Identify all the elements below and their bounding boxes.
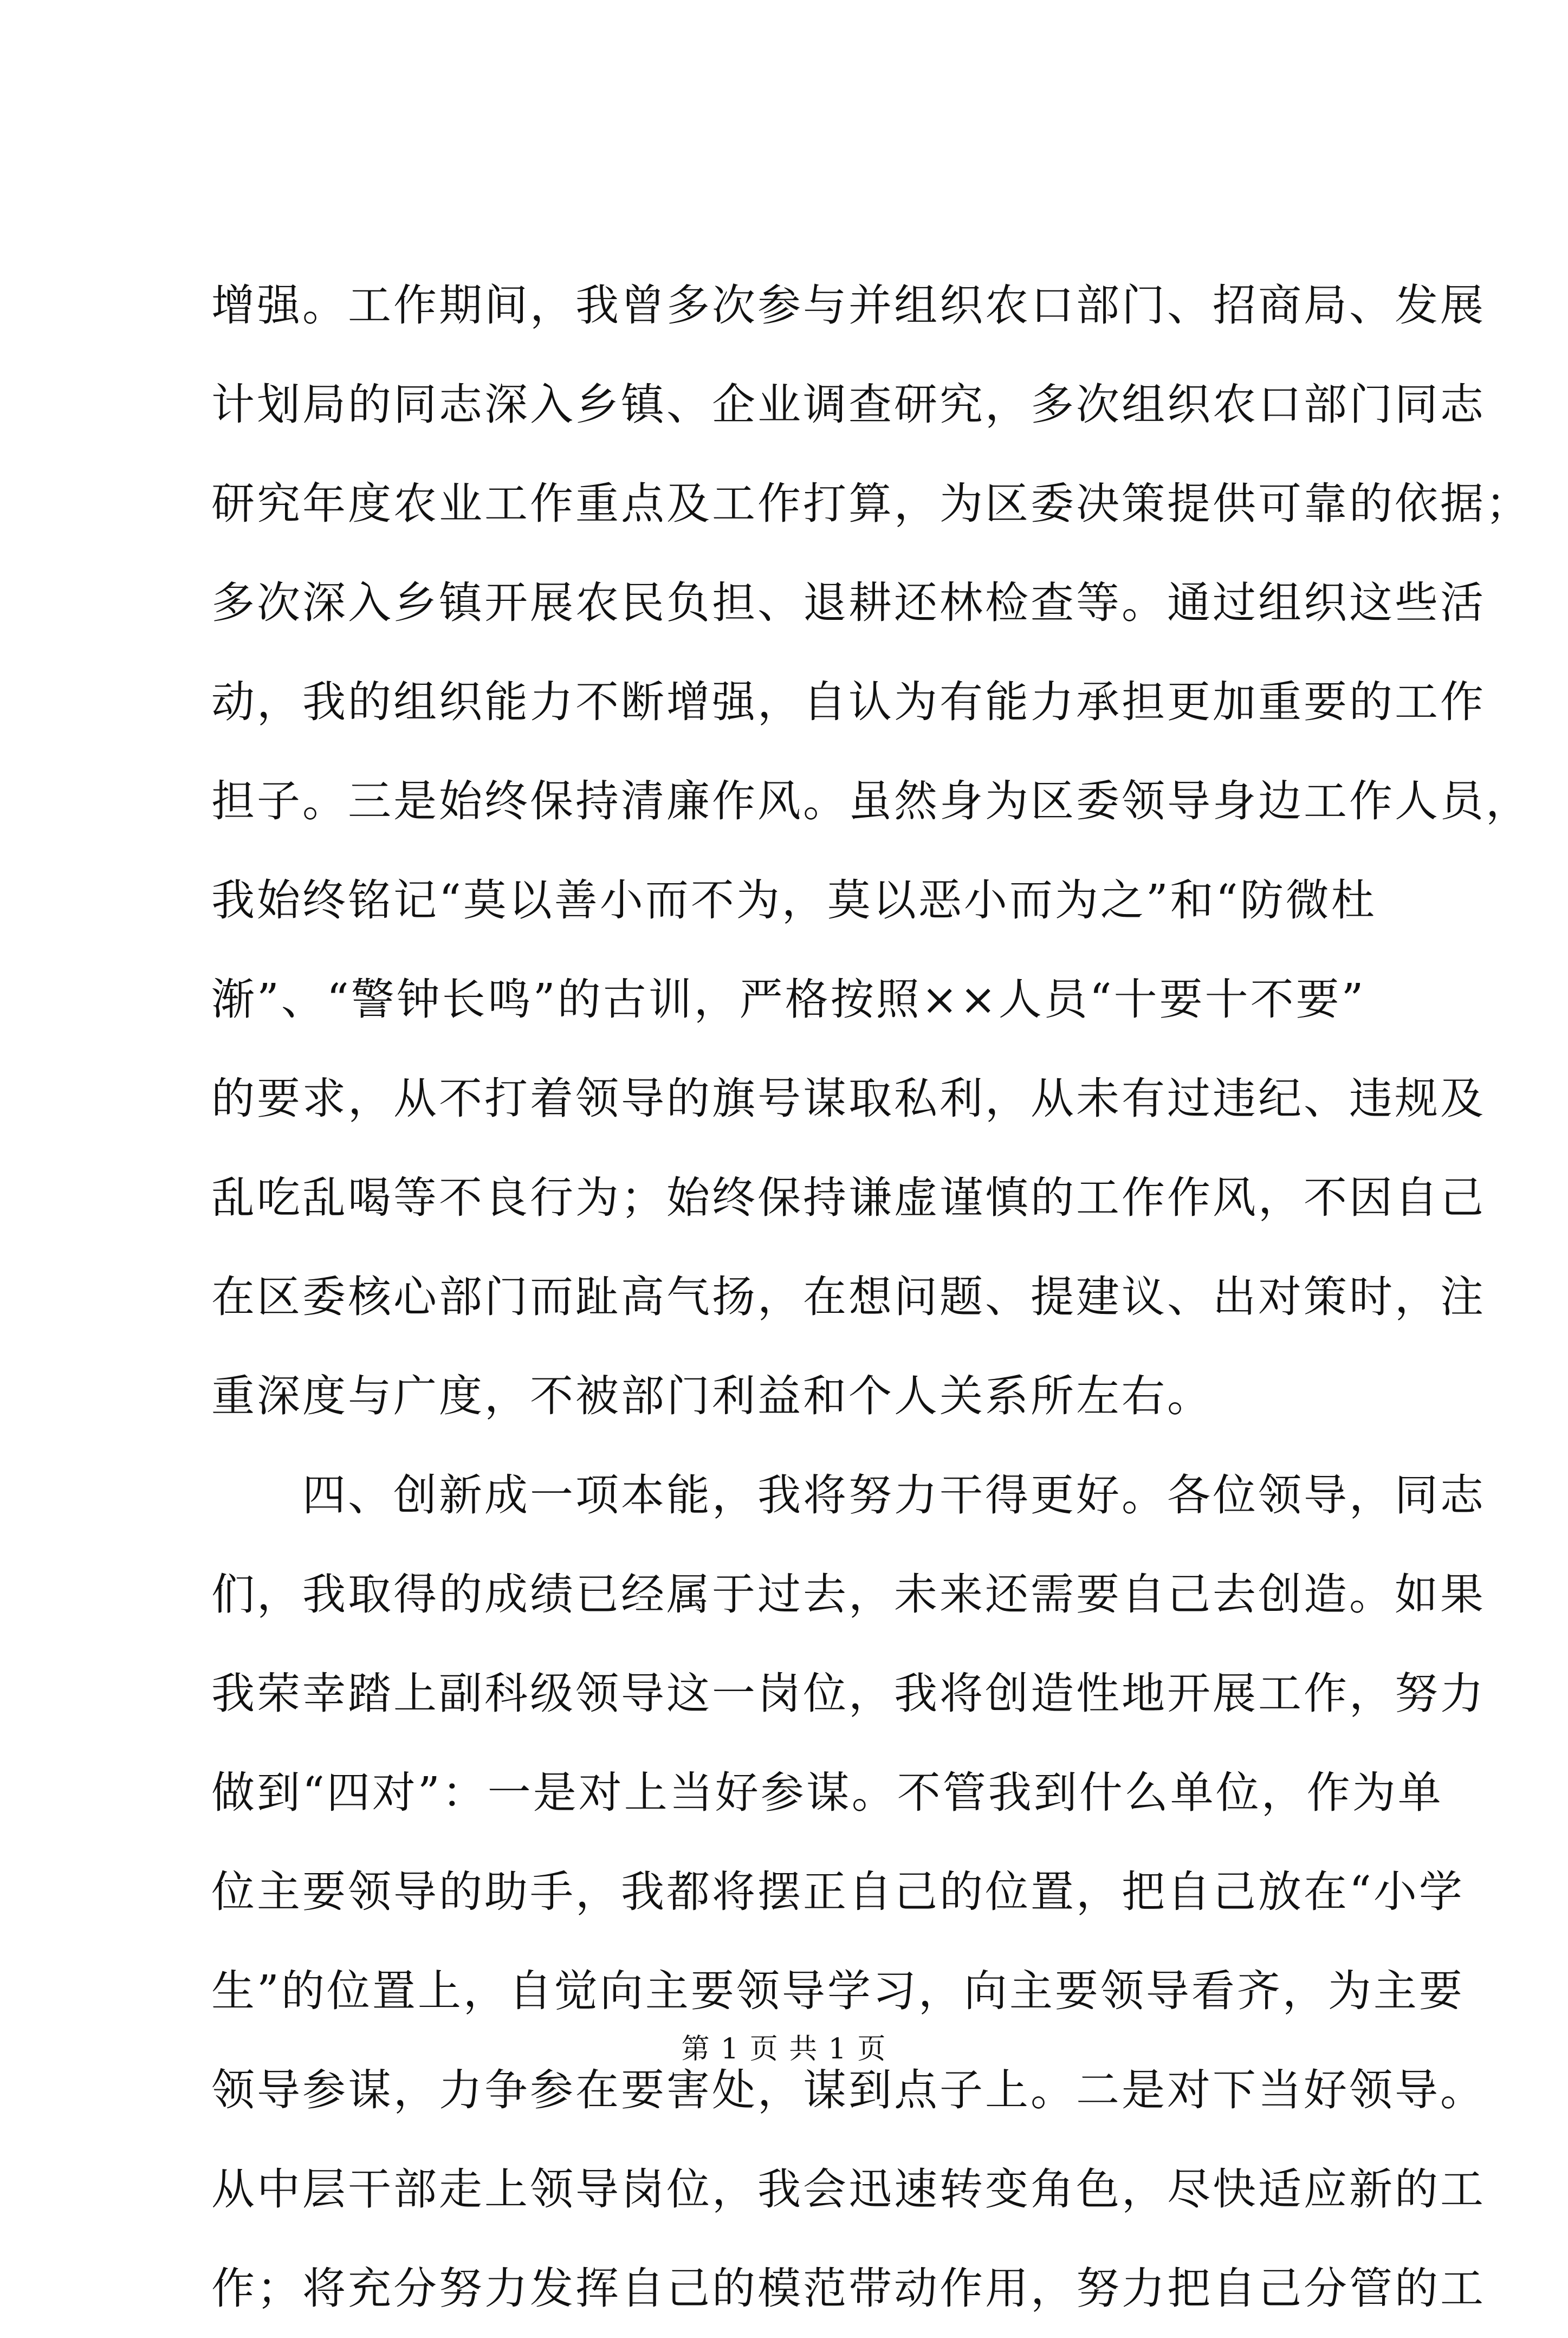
- text-line: 四、创新成一项本能，我将努力干得更好。各位领导，同志: [211, 1470, 1486, 1520]
- text-line: 我荣幸踏上副科级领导这一岗位，我将创造性地开展工作，努力: [211, 1668, 1486, 1719]
- text-line: 位主要领导的助手，我都将摆正自己的位置，把自己放在“小学: [211, 1867, 1465, 1917]
- text-line: 在区委核心部门而趾高气扬，在想问题、提建议、出对策时，注: [211, 1272, 1486, 1322]
- text-line: 从中层干部走上领导岗位，我会迅速转变角色，尽快适应新的工: [211, 2164, 1486, 2214]
- text-line: 增强。工作期间，我曾多次参与并组织农口部门、招商局、发展: [211, 280, 1486, 331]
- page-number-label: 第 1 页 共 1 页: [681, 2033, 887, 2065]
- text-line: 多次深入乡镇开展农民负担、退耕还林检查等。通过组织这些活: [211, 578, 1486, 628]
- page-footer: [0, 2028, 1568, 2071]
- text-line: 的要求，从不打着领导的旗号谋取私利，从未有过违纪、违规及: [211, 1073, 1486, 1124]
- text-line: 做到“四对”：一是对上当好参谋。不管我到什么单位，作为单: [211, 1767, 1443, 1818]
- text-line: 领导参谋，力争参在要害处，谋到点子上。二是对下当好领导。: [211, 2065, 1486, 2115]
- text-line: 乱吃乱喝等不良行为；始终保持谦虚谨慎的工作作风，不因自己: [211, 1173, 1486, 1223]
- text-line: 担子。三是始终保持清廉作风。虽然身为区委领导身边工作人员，: [211, 776, 1531, 826]
- text-line: 计划局的同志深入乡镇、企业调查研究，多次组织农口部门同志: [211, 379, 1486, 430]
- text-line: 生”的位置上，自觉向主要领导学习，向主要领导看齐，为主要: [211, 1966, 1465, 2016]
- text-line: 作；将充分努力发挥自己的模范带动作用，努力把自己分管的工: [211, 2263, 1486, 2314]
- text-line: 们，我取得的成绩已经属于过去，未来还需要自己去创造。如果: [211, 1569, 1486, 1620]
- text-line: 重深度与广度，不被部门利益和个人关系所左右。: [211, 1371, 1213, 1421]
- document-body: [211, 256, 1531, 2338]
- text-line: 渐”、“警钟长鸣”的古训，严格按照××人员“十要十不要”: [211, 974, 1366, 1025]
- text-line: 动，我的组织能力不断增强，自认为有能力承担更加重要的工作: [211, 677, 1486, 727]
- text-line: 我始终铭记“莫以善小而不为，莫以恶小而为之”和“防微杜: [211, 875, 1377, 925]
- text-line: 研究年度农业工作重点及工作打算，为区委决策提供可靠的依据；: [211, 478, 1531, 529]
